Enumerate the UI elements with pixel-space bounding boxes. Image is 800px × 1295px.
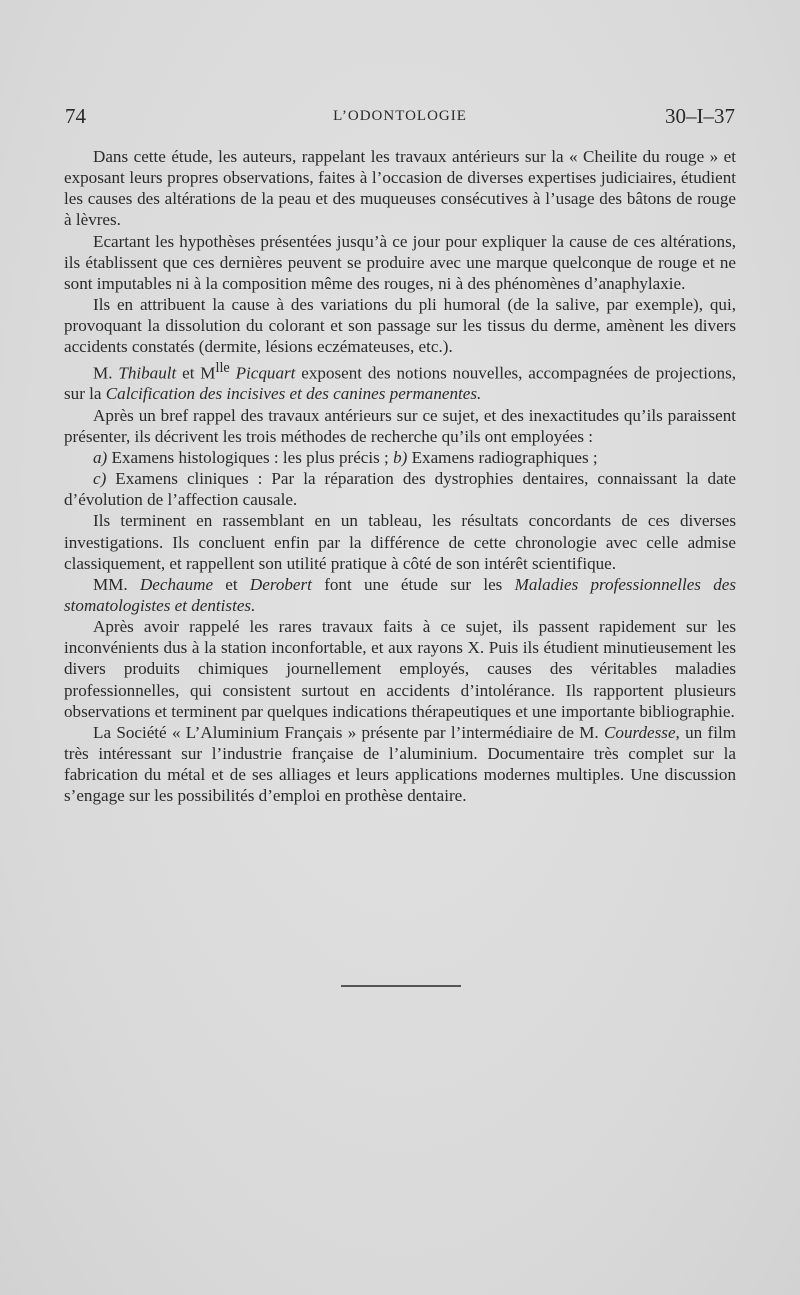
running-header (65, 104, 735, 132)
conjunction: et (213, 574, 250, 594)
presentation-title: Calcification des incisives et des canines permanentes. (105, 384, 482, 404)
list-label-a: a) (93, 447, 108, 467)
paragraph-1: Dans cette étude, les auteurs, rappelant les travaux antérieurs sur la « Cheilite du rouge » et exposant leurs propres observations, faites à l’occasion de diverses expertises judiciaires, étudient les causes des altérations de la peau et des muqueuses consécutives à l’usage des bâtons de rouge à lèvres. (64, 147, 736, 230)
list-label-c: c) (93, 469, 107, 489)
author-name: Picquart (235, 363, 296, 383)
paragraph-text: , un film très intéressant sur l’industrie française de l’aluminium. Documentaire très complet sur la fabrication du métal et de ses alliages et leurs applications modernes multiples. Une discussion s’engage sur les possibilités d’emploi en prothèse dentaire. (64, 722, 737, 806)
paragraph-7 (64, 468, 736, 510)
paragraph-text: La Société « L’Aluminium Français » présente par l’intermédiaire de M. (93, 722, 604, 742)
section-divider (341, 985, 461, 987)
presentation-title: Maladies professionnelles des stomatologistes et dentistes. (64, 574, 736, 615)
paragraph-5: Après un bref rappel des travaux antérieurs sur ce sujet, et des inexactitudes qu’ils paraissent présenter, ils décrivent les trois méthodes de recherche qu’ils ont employées : (64, 405, 736, 446)
prefix: MM. (93, 574, 140, 594)
paragraph-6 (64, 447, 736, 468)
paragraph-3: Ils en attribuent la cause à des variations du pli humoral (de la salive, par exemple), qui, provoquant la dissolution du colorant et son passage sur les tissus du derme, amènent les divers accidents constatés (dermite, lésions eczémateuses, etc.). (64, 295, 736, 357)
page-number: 74 (65, 104, 86, 128)
paragraph-4 (64, 358, 736, 405)
issue-date: 30–I–37 (665, 104, 735, 128)
journal-title: L’ODONTOLOGIE (333, 108, 467, 124)
author-name: Thibault (118, 363, 177, 383)
list-label-b: b) (393, 447, 408, 467)
author-name: Derobert (249, 574, 312, 594)
author-name: Courdesse (604, 722, 676, 742)
author-name: Dechaume (139, 574, 214, 594)
conjunction: et M (176, 363, 216, 383)
paragraph-9 (64, 574, 736, 616)
paragraph-8: Ils terminent en rassemblant en un tableau, les résultats concordants de ces diverses investigations. Ils concluent enfin par la différence de cette chronologie avec celle admise classiquement, et rappellent son utilité pratique à côté de son intérêt scientifique. (64, 511, 736, 573)
list-text-a: Examens histologiques : les plus précis ; (107, 447, 394, 467)
article-body (64, 146, 736, 807)
list-text-c: Examens cliniques : Par la réparation des dystrophies dentaires, connaissant la date d’évolution de l’affection causale. (64, 469, 736, 510)
paragraph-11 (64, 722, 736, 807)
title-superscript: lle (215, 359, 230, 376)
prefix: M. (93, 363, 119, 383)
paragraph-text: font une étude sur les (311, 574, 515, 594)
paragraph-text: exposent des notions nouvelles, accompagnées de projections, sur la (64, 363, 736, 404)
list-text-b: Examens radiographiques ; (407, 447, 598, 467)
paragraph-2: Ecartant les hypothèses présentées jusqu’à ce jour pour expliquer la cause de ces altérations, ils établissent que ces dernières peuvent se produire avec une marque quelconque de rouge et ne sont imputables ni à la composition même des rouges, ni à des phénomènes d’anaphylaxie. (64, 231, 736, 293)
paragraph-10: Après avoir rappelé les rares travaux faits à ce sujet, ils passent rapidement sur les inconvénients dus à la station inconfortable, et aux rayons X. Puis ils étudient minutieusement les divers produits chimiques journellement employés, causes des véritables maladies professionnelles, qui consistent surtout en accidents d’intolérance. Ils rapportent plusieurs observations et terminent par quelques indications thérapeutiques et une importante bibliographie. (64, 617, 736, 721)
